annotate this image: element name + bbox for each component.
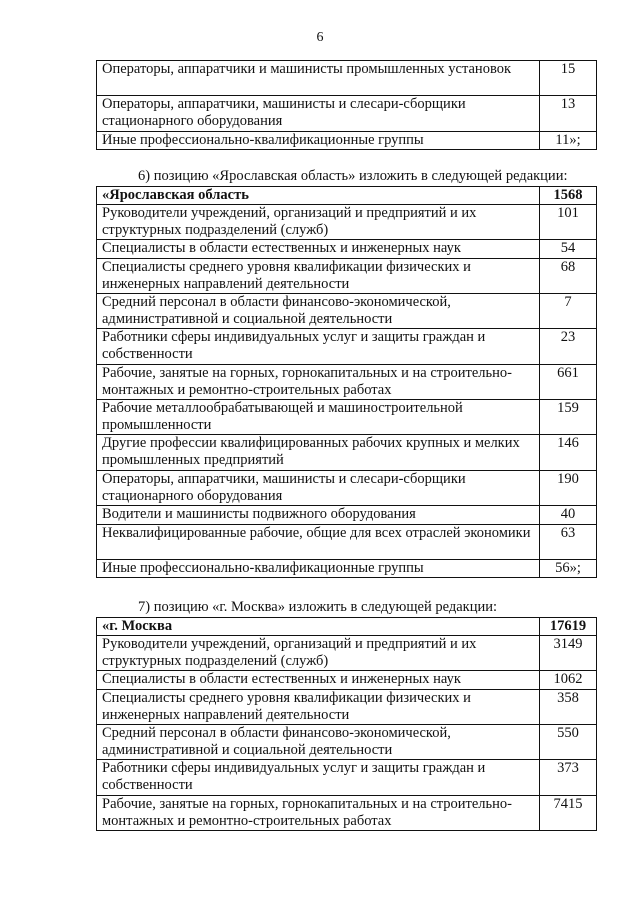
table-row	[97, 760, 597, 796]
row-value: 68	[540, 259, 597, 294]
row-value: 11»;	[540, 132, 597, 150]
row-name: Специалисты среднего уровня квалификации физических и инженерных направлений деятельности	[97, 259, 540, 294]
row-value: 550	[540, 725, 597, 760]
row-name: Работники сферы индивидуальных услуг и защиты граждан и собственности	[97, 329, 540, 365]
row-value: 159	[540, 400, 597, 435]
row-value: 373	[540, 760, 597, 796]
row-value: 15	[540, 61, 597, 96]
yaroslavl-table	[96, 186, 597, 578]
region-name: «г. Москва	[97, 618, 540, 636]
row-value: 101	[540, 205, 597, 240]
table-row	[97, 96, 597, 132]
row-value: 1062	[540, 671, 597, 690]
row-name: Неквалифицированные рабочие, общие для всех отраслей экономики	[97, 525, 540, 560]
section-6-caption: 6) позицию «Ярославская область» изложить в следующей редакции:	[138, 168, 568, 184]
row-value: 13	[540, 96, 597, 132]
table-row	[97, 240, 597, 259]
table-header-row	[97, 187, 597, 205]
region-total: 1568	[540, 187, 597, 205]
row-value: 7	[540, 294, 597, 329]
row-name: Иные профессионально-квалификационные группы	[97, 132, 540, 150]
row-name: Работники сферы индивидуальных услуг и защиты граждан и собственности	[97, 760, 540, 796]
table-row	[97, 435, 597, 471]
moscow-table	[96, 617, 597, 831]
table-row	[97, 61, 597, 96]
region-total: 17619	[540, 618, 597, 636]
row-name: Рабочие, занятые на горных, горнокапитальных и на строительно-монтажных и ремонтно-строительных работах	[97, 365, 540, 400]
top-table	[96, 60, 597, 150]
table-row	[97, 636, 597, 671]
table-row	[97, 132, 597, 150]
row-value: 3149	[540, 636, 597, 671]
row-value: 358	[540, 690, 597, 725]
row-name: Средний персонал в области финансово-экономической, административной и социальной деятельности	[97, 725, 540, 760]
region-name: «Ярославская область	[97, 187, 540, 205]
row-name: Операторы, аппаратчики и машинисты промышленных установок	[97, 61, 540, 96]
row-name: Водители и машинисты подвижного оборудования	[97, 506, 540, 525]
section-7-caption: 7) позицию «г. Москва» изложить в следующей редакции:	[138, 599, 498, 615]
table-row	[97, 329, 597, 365]
row-name: Специалисты в области естественных и инженерных наук	[97, 240, 540, 259]
row-value: 56»;	[540, 560, 597, 578]
table-row	[97, 400, 597, 435]
row-value: 190	[540, 471, 597, 506]
table-row	[97, 525, 597, 560]
table-row	[97, 671, 597, 690]
row-name: Специалисты в области естественных и инженерных наук	[97, 671, 540, 690]
table-row	[97, 471, 597, 506]
page-number: 6	[316, 30, 324, 45]
row-name: Операторы, аппаратчики, машинисты и слесари-сборщики стационарного оборудования	[97, 471, 540, 506]
row-name: Другие профессии квалифицированных рабочих крупных и мелких промышленных предприятий	[97, 435, 540, 471]
table-row	[97, 690, 597, 725]
table-row	[97, 205, 597, 240]
table-row	[97, 796, 597, 831]
row-value: 63	[540, 525, 597, 560]
table-row	[97, 294, 597, 329]
row-value: 40	[540, 506, 597, 525]
row-name: Иные профессионально-квалификационные группы	[97, 560, 540, 578]
table-row	[97, 560, 597, 578]
row-name: Операторы, аппаратчики, машинисты и слесари-сборщики стационарного оборудования	[97, 96, 540, 132]
row-name: Руководители учреждений, организаций и предприятий и их структурных подразделений (служб)	[97, 205, 540, 240]
row-value: 146	[540, 435, 597, 471]
row-name: Руководители учреждений, организаций и предприятий и их структурных подразделений (служб)	[97, 636, 540, 671]
table-row	[97, 365, 597, 400]
row-name: Рабочие, занятые на горных, горнокапитальных и на строительно-монтажных и ремонтно-строительных работах	[97, 796, 540, 831]
row-value: 54	[540, 240, 597, 259]
row-value: 23	[540, 329, 597, 365]
table-row	[97, 725, 597, 760]
table-header-row	[97, 618, 597, 636]
row-value: 661	[540, 365, 597, 400]
row-name: Средний персонал в области финансово-экономической, административной и социальной деятельности	[97, 294, 540, 329]
table-row	[97, 259, 597, 294]
row-name: Рабочие металлообрабатывающей и машиностроительной промышленности	[97, 400, 540, 435]
row-name: Специалисты среднего уровня квалификации физических и инженерных направлений деятельности	[97, 690, 540, 725]
table-row	[97, 506, 597, 525]
row-value: 7415	[540, 796, 597, 831]
